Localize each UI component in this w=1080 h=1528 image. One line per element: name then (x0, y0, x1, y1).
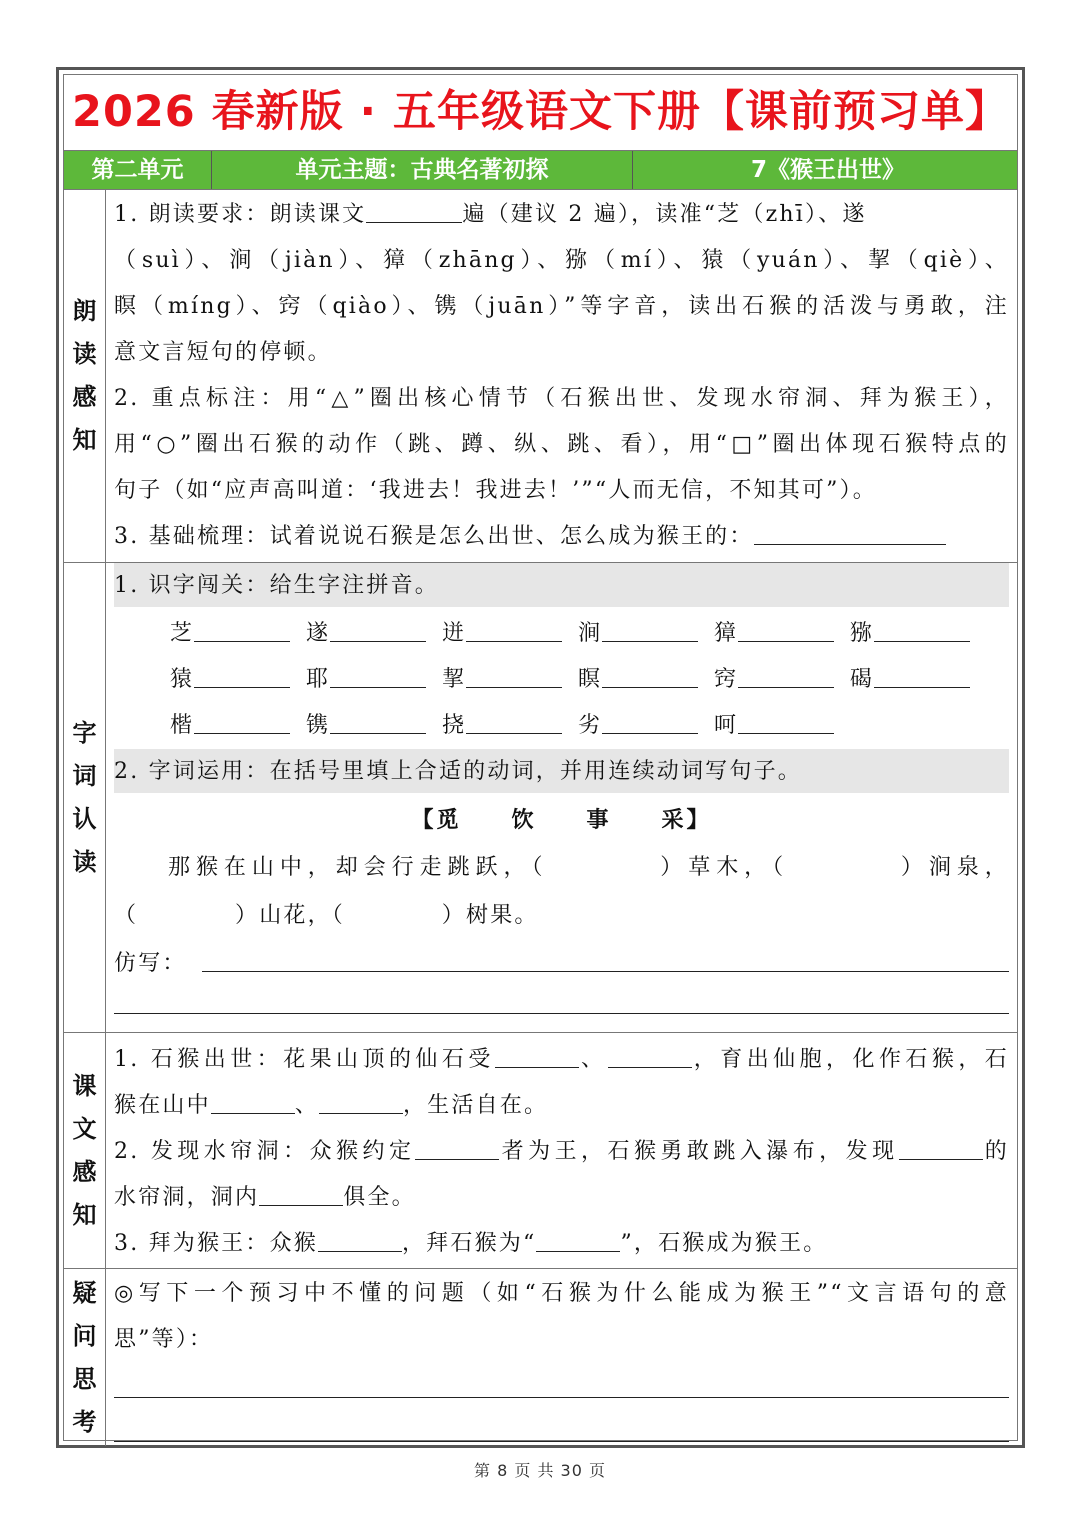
text-line-5: 3. 拜为猴王：众猴 ，拜石猴为“ ”，石猴成为猴王。 (114, 1221, 1009, 1267)
section-label-reading: 朗 读 感 知 (64, 190, 106, 562)
char-item: 芝 (170, 611, 290, 657)
blank[interactable] (366, 192, 462, 223)
fill-sentence-2: （ ）山花，（ ）树果。 (114, 903, 539, 928)
char-item: 遂 (306, 611, 426, 657)
char-item: 迸 (442, 611, 562, 657)
reading-line-4: 意文言短句的停顿。 (114, 340, 332, 365)
worksheet-frame (63, 74, 1018, 1441)
char-item: 劣 (578, 703, 698, 749)
lesson-title: 7《猴王出世》 (750, 157, 905, 183)
reading-line-8: 3. 基础梳理：试着说说石猴是怎么出世、怎么成为猴王的： (114, 514, 1009, 560)
char-item: 涧 (578, 611, 698, 657)
section-vocabulary (64, 563, 1017, 1033)
reading-content (106, 190, 1017, 562)
reading-line-3: 瞑（míng）、窍（qiào）、镌（juān）”等字音，读出石猴的活泼与勇敢，注 (114, 294, 1009, 319)
imitate-line-1[interactable] (202, 971, 1009, 972)
char-item: 窍 (714, 657, 834, 703)
unit-label: 第二单元 (64, 151, 212, 189)
char-item: 猕 (850, 611, 970, 657)
vocabulary-content (106, 563, 1017, 1032)
reading-line-5: 2. 重点标注：用“△”圈出核心情节（石猴出世、发现水帘洞、拜为猴王）， (114, 386, 1009, 411)
char-item: 挠 (442, 703, 562, 749)
unit-bar (64, 150, 1017, 190)
reading-line-2: （suì）、涧（jiàn）、獐（zhāng）、猕（mí）、猿（yuán）、挈（qiè）、 (114, 248, 1009, 273)
char-item: 呵 (714, 703, 834, 749)
char-item: 獐 (714, 611, 834, 657)
questions-content (106, 1269, 1017, 1446)
char-item: 挈 (442, 657, 562, 703)
text-line-1: 1. 石猴出世：花果山顶的仙石受 、 ，育出仙胞，化作石猴，石 (114, 1037, 1009, 1083)
page-number: 第 8 页 共 30 页 (474, 1461, 606, 1480)
answer-line-2[interactable] (114, 1441, 1009, 1442)
word-bank: 【觅 饮 事 采】 (411, 807, 712, 833)
reading-line-6: 用“○”圈出石猴的动作（跳、蹲、纵、跳、看），用“□”圈出体现石猴特点的 (114, 432, 1009, 457)
char-item: 楷 (170, 703, 290, 749)
char-item: 耶 (306, 657, 426, 703)
section-reading (64, 190, 1017, 563)
text-line-4: 水帘洞，洞内 俱全。 (114, 1175, 1009, 1221)
page-title: 2026 春新版 · 五年级语文下册【课前预习单】 (72, 87, 1009, 137)
imitate-line-2[interactable] (114, 1013, 1009, 1014)
pinyin-grid (114, 611, 1009, 751)
section-label-questions: 疑 问 思 考 (64, 1269, 106, 1446)
section-label-vocabulary: 字 词 认 读 (64, 563, 106, 1032)
questions-line-2: 思”等）： (114, 1327, 214, 1352)
text-line-3: 2. 发现水帘洞：众猴约定 者为王，石猴勇敢跳入瀑布，发现 的 (114, 1129, 1009, 1175)
vocab-question-1: 1. 识字闯关：给生字注拼音。 (114, 573, 439, 598)
reading-line-7: 句子（如“应声高叫道：‘我进去！我进去！’”“人而无信，不知其可”）。 (114, 478, 877, 503)
vocab-question-2: 2. 字词运用：在括号里填上合适的动词，并用连续动词写句子。 (114, 759, 802, 784)
char-item: 猿 (170, 657, 290, 703)
section-text (64, 1033, 1017, 1269)
worksheet (56, 67, 1025, 1448)
blank[interactable] (754, 514, 946, 545)
answer-line-1[interactable] (114, 1397, 1009, 1398)
text-line-2: 猴在山中 、 ，生活自在。 (114, 1083, 1009, 1129)
unit-theme: 单元主题：古典名著初探 (212, 151, 633, 189)
imitate-label: 仿写： (114, 951, 187, 976)
section-label-text: 课 文 感 知 (64, 1033, 106, 1268)
reading-line-1: 1. 朗读要求：朗读课文 遍（建议 2 遍），读准“芝（zhī）、遂 (114, 192, 1009, 238)
char-item: 碣 (850, 657, 970, 703)
questions-line-1: ◎写下一个预习中不懂的问题（如“石猴为什么能成为猴王”“文言语句的意 (114, 1281, 1009, 1306)
section-questions (64, 1269, 1017, 1446)
char-item: 镌 (306, 703, 426, 749)
fill-sentence-1: 那猴在山中，却会行走跳跃，（ ）草木，（ ）涧泉， (168, 855, 1009, 880)
char-item: 瞑 (578, 657, 698, 703)
text-content (106, 1033, 1017, 1268)
